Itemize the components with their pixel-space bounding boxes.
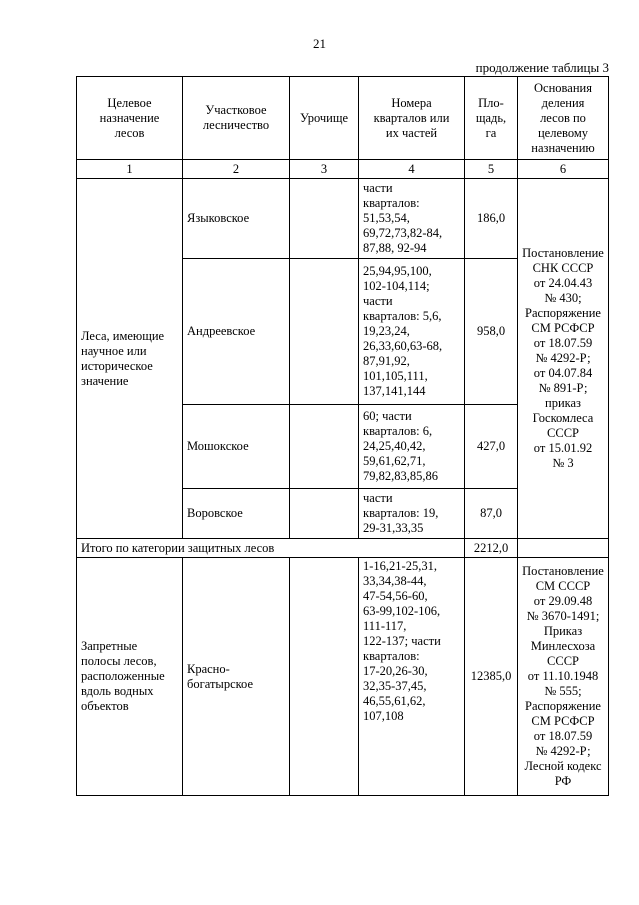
text-line: 79,82,83,85,86 bbox=[363, 469, 438, 483]
text-line: 46,55,61,62, bbox=[363, 694, 426, 708]
purpose-cell bbox=[77, 558, 183, 796]
text-line: га bbox=[485, 125, 497, 140]
header-area bbox=[465, 77, 518, 160]
text-line: кварталов: 19, bbox=[363, 506, 439, 520]
column-number: 2 bbox=[183, 160, 290, 179]
header-forestry bbox=[183, 77, 290, 160]
text-line: 24,25,40,42, bbox=[363, 439, 426, 453]
area-cell: 12385,0 bbox=[465, 558, 518, 796]
text-line: целевому bbox=[537, 125, 588, 140]
text-line: кварталов: bbox=[363, 196, 420, 210]
tract-cell bbox=[290, 558, 359, 796]
text-line: 87,91,92, bbox=[363, 354, 410, 368]
text-line: 87,88, 92-94 bbox=[363, 241, 427, 255]
text-line: 17-20,26-30, bbox=[363, 664, 428, 678]
text-line: лесов по bbox=[540, 110, 586, 125]
text-line: историческое bbox=[81, 358, 153, 373]
text-line: 101,105,111, bbox=[363, 369, 428, 383]
text-line: объектов bbox=[81, 699, 129, 713]
page-number: 21 bbox=[313, 36, 326, 51]
text-line: вдоль водных bbox=[81, 684, 154, 698]
text-line: Гоcкомлеса bbox=[532, 411, 594, 425]
text-line: их частей bbox=[385, 125, 438, 140]
text-line: Приказ bbox=[543, 624, 583, 638]
text-line: 122-137; части bbox=[363, 634, 441, 648]
text-line: Распоряжение bbox=[525, 699, 601, 713]
text-line: лесничество bbox=[202, 118, 270, 132]
text-line: от 11.10.1948 bbox=[527, 669, 599, 683]
text-line: СССР bbox=[547, 426, 579, 440]
text-line: щадь, bbox=[475, 110, 507, 125]
text-line: № 4292-Р; bbox=[535, 351, 591, 365]
forestry-cell bbox=[183, 259, 290, 405]
text-line: от 15.01.92 bbox=[533, 441, 593, 455]
header-purpose bbox=[77, 77, 183, 160]
text-line: части bbox=[363, 491, 393, 505]
text-line: 32,35-37,45, bbox=[363, 679, 427, 693]
text-line: назначению bbox=[531, 140, 595, 155]
text-line: 51,53,54, bbox=[363, 211, 410, 225]
text-line: № 3670-1491; bbox=[526, 609, 600, 623]
text-line: научное или bbox=[81, 343, 147, 358]
text-line: 60; части bbox=[363, 409, 412, 423]
text-line: от 29.09.48 bbox=[533, 594, 593, 608]
text-line: Целевое bbox=[107, 95, 152, 110]
text-line: Леса, имеющие bbox=[81, 328, 165, 343]
text-line: расположенные bbox=[81, 669, 165, 683]
text-line: приказ bbox=[545, 396, 581, 410]
header-basis bbox=[518, 77, 609, 160]
text-line: № 3 bbox=[552, 456, 574, 470]
text-line: Лесной кодекс bbox=[524, 759, 602, 773]
text-line: лесов bbox=[114, 125, 145, 140]
text-line: 59,61,62,71, bbox=[363, 454, 426, 468]
text-line: от 24.04.43 bbox=[533, 276, 593, 290]
text-line: № 555; bbox=[544, 684, 582, 698]
text-line: назначение bbox=[99, 110, 160, 125]
text-line: от 04.07.84 bbox=[533, 366, 593, 380]
text-line: кварталов или bbox=[373, 110, 450, 125]
text-line: 29-31,33,35 bbox=[363, 521, 424, 535]
quarters-cell bbox=[359, 405, 465, 489]
text-line: части bbox=[363, 294, 393, 308]
text-line: кварталов: 6, bbox=[363, 424, 433, 438]
column-number: 1 bbox=[77, 160, 183, 179]
header-tract bbox=[290, 77, 359, 160]
purpose-cell bbox=[77, 179, 183, 539]
quarters-cell bbox=[359, 179, 465, 259]
text-line: Минлесхоза bbox=[530, 639, 596, 653]
quarters-cell bbox=[359, 259, 465, 405]
area-cell: 87,0 bbox=[465, 489, 518, 539]
text-line: богатырское bbox=[187, 676, 254, 691]
text-line: СНК СССР bbox=[532, 261, 594, 275]
text-line: СССР bbox=[547, 654, 579, 668]
text-line: Номера bbox=[391, 95, 432, 110]
text-line: от 18.07.59 bbox=[533, 336, 593, 350]
text-line: Участковое bbox=[205, 103, 267, 117]
text-line: Запретные bbox=[81, 639, 138, 653]
text-line: 102-104,114; bbox=[363, 279, 430, 293]
text-line: Воровское bbox=[187, 506, 243, 520]
forestry-cell bbox=[183, 558, 290, 796]
text-line: 137,141,144 bbox=[363, 384, 426, 398]
text-line: кварталов: bbox=[363, 649, 420, 663]
text-line: 63-99,102-106, bbox=[363, 604, 441, 618]
column-number-row bbox=[77, 160, 609, 179]
text-line: СМ СССР bbox=[535, 579, 591, 593]
text-line: РФ bbox=[554, 774, 572, 788]
area-cell: 958,0 bbox=[465, 259, 518, 405]
tract-cell bbox=[290, 405, 359, 489]
forestry-cell bbox=[183, 179, 290, 259]
table-row bbox=[77, 179, 609, 259]
text-line: 47-54,56-60, bbox=[363, 589, 428, 603]
basis-cell bbox=[518, 558, 609, 796]
text-line: Урочище bbox=[299, 110, 349, 125]
tract-cell bbox=[290, 259, 359, 405]
text-line: 69,72,73,82-84, bbox=[363, 226, 443, 240]
text-line: Распоряжение bbox=[525, 306, 601, 320]
text-line: от 18.07.59 bbox=[533, 729, 593, 743]
text-line: 25,94,95,100, bbox=[363, 264, 432, 278]
forest-purpose-table bbox=[76, 76, 609, 796]
forestry-cell bbox=[183, 489, 290, 539]
text-line: СМ РСФСР bbox=[531, 321, 595, 335]
text-line: части bbox=[363, 181, 393, 195]
column-number: 5 bbox=[465, 160, 518, 179]
text-line: Постановление bbox=[522, 564, 604, 578]
forestry-cell bbox=[183, 405, 290, 489]
tract-cell bbox=[290, 179, 359, 259]
text-line: полосы лесов, bbox=[81, 654, 157, 668]
text-line: № 4292-Р; bbox=[535, 744, 591, 758]
text-line: Пло- bbox=[478, 95, 504, 110]
area-cell: 186,0 bbox=[465, 179, 518, 259]
text-line: Мошокское bbox=[187, 439, 249, 453]
subtotal-label: Итого по категории защитных лесов bbox=[77, 539, 465, 558]
text-line: 19,23,24, bbox=[363, 324, 410, 338]
table-caption: продолжение таблицы 3 bbox=[475, 60, 609, 75]
subtotal-row bbox=[77, 539, 609, 558]
text-line: № 891-Р; bbox=[538, 381, 588, 395]
text-line: Основания bbox=[534, 80, 592, 95]
text-line: значение bbox=[81, 373, 129, 388]
text-line: Постановление bbox=[522, 246, 604, 260]
basis-cell bbox=[518, 179, 609, 539]
area-cell: 427,0 bbox=[465, 405, 518, 489]
text-line: 1-16,21-25,31, bbox=[363, 559, 437, 573]
text-line: Красно- bbox=[187, 661, 230, 676]
text-line: деления bbox=[541, 95, 585, 110]
header-quarters bbox=[359, 77, 465, 160]
text-line: СМ РСФСР bbox=[531, 714, 595, 728]
text-line: 107,108 bbox=[363, 709, 404, 723]
tract-cell bbox=[290, 489, 359, 539]
text-line: Языковское bbox=[187, 211, 250, 225]
text-line: 33,34,38-44, bbox=[363, 574, 427, 588]
text-line: № 430; bbox=[544, 291, 582, 305]
column-number: 3 bbox=[290, 160, 359, 179]
subtotal-basis bbox=[518, 539, 609, 558]
text-line: кварталов: 5,6, bbox=[363, 309, 442, 323]
column-number: 4 bbox=[359, 160, 465, 179]
subtotal-area: 2212,0 bbox=[465, 539, 518, 558]
text-line: Андреевское bbox=[187, 324, 256, 338]
quarters-cell bbox=[359, 558, 465, 796]
table-row bbox=[77, 558, 609, 796]
text-line: 111-117, bbox=[363, 619, 407, 633]
quarters-cell bbox=[359, 489, 465, 539]
header-row bbox=[77, 77, 609, 160]
text-line: 26,33,60,63-68, bbox=[363, 339, 443, 353]
column-number: 6 bbox=[518, 160, 609, 179]
